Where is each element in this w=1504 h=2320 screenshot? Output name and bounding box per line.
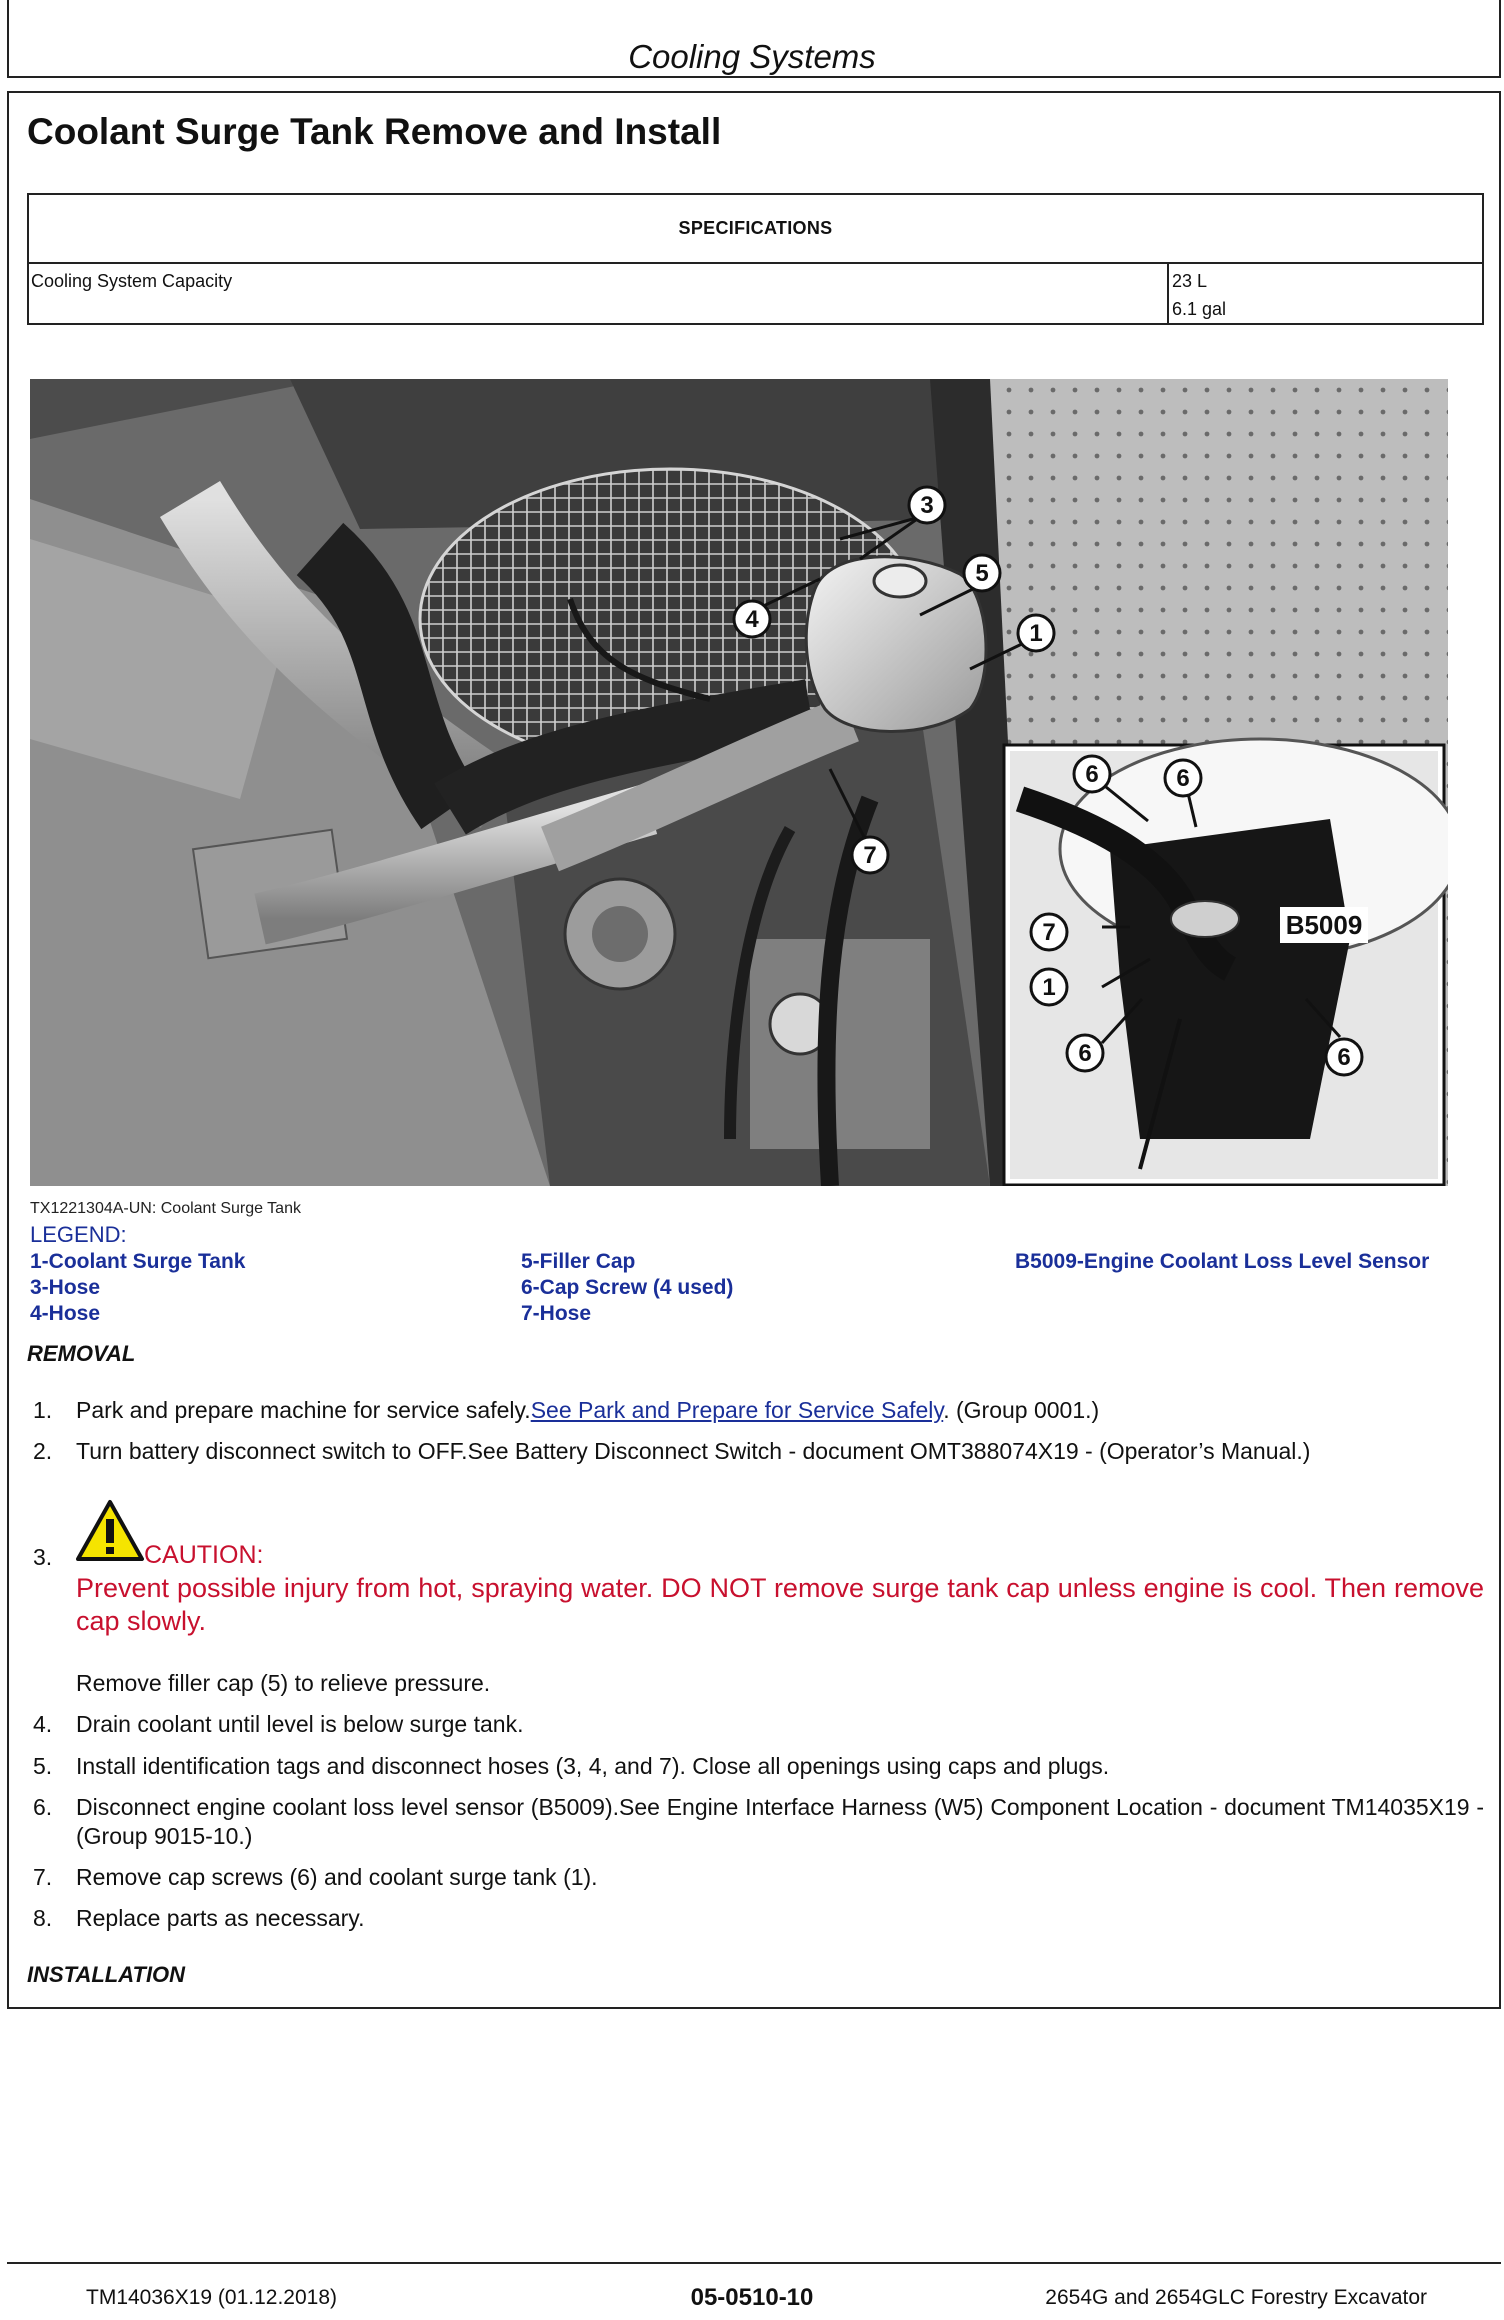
inset-callout-6c xyxy=(1067,1035,1103,1071)
step-1 xyxy=(30,1396,1484,1426)
legend-item-hose-3: 3-Hose xyxy=(30,1276,101,1299)
svg-text:5: 5 xyxy=(975,560,989,587)
step-text: Disconnect engine coolant loss level sensor (B5009).See Engine Interface Harness (W5) Component Location - document TM14035X19 - (Group 9015-10.) xyxy=(76,1794,1484,1849)
engine-compartment-figure xyxy=(30,379,1448,1186)
svg-text:4: 4 xyxy=(745,606,759,633)
step-text: Remove filler cap (5) to relieve pressure. xyxy=(76,1670,491,1696)
legend-title: LEGEND: xyxy=(30,1222,127,1247)
step-number: 2. xyxy=(33,1438,53,1464)
inset-callout-1 xyxy=(1031,969,1067,1005)
caution-text: Prevent possible injury from hot, spraying water. DO NOT remove surge tank cap unless engine is cool. Then remove cap slowly. xyxy=(76,1573,1484,1636)
legend-item-filler-cap: 5-Filler Cap xyxy=(521,1250,636,1273)
installation-heading: INSTALLATION xyxy=(27,1962,186,1987)
legend-item-sensor: B5009-Engine Coolant Loss Level Sensor xyxy=(1015,1250,1430,1273)
svg-text:3: 3 xyxy=(920,492,934,519)
step-text xyxy=(76,1396,1484,1425)
spec-value-imperial: 6.1 gal xyxy=(1172,299,1227,319)
callout-3 xyxy=(909,487,945,523)
step-text: Turn battery disconnect switch to OFF.See Battery Disconnect Switch - document OMT388074X19 - (Operator’s Manual.) xyxy=(76,1438,1311,1464)
footer-page-number: 05-0510-10 xyxy=(690,2284,814,2311)
svg-text:6: 6 xyxy=(1078,1040,1092,1067)
inset-detail xyxy=(1004,739,1448,1185)
svg-text:7: 7 xyxy=(863,842,877,869)
svg-text:1: 1 xyxy=(1029,620,1043,647)
spec-value-metric: 23 L xyxy=(1172,271,1208,291)
specifications-heading: SPECIFICATIONS xyxy=(29,195,1482,264)
step-6 xyxy=(30,1793,1484,1853)
inset-sensor-label: B5009 xyxy=(1285,910,1363,940)
caution-label: CAUTION: xyxy=(144,1541,264,1569)
svg-text:6: 6 xyxy=(1176,765,1190,792)
figure-caption: TX1221304A-UN: Coolant Surge Tank xyxy=(30,1200,301,1217)
step-number: 3. xyxy=(33,1544,53,1570)
legend-item-surge-tank: 1-Coolant Surge Tank xyxy=(30,1250,246,1273)
footer-machine-name: 2654G and 2654GLC Forestry Excavator xyxy=(1045,2286,1427,2309)
step-number: 7. xyxy=(33,1864,53,1890)
inset-callout-6b xyxy=(1165,760,1201,796)
footer-rule xyxy=(7,2262,1501,2264)
step-text: Drain coolant until level is below surge tank. xyxy=(76,1711,524,1737)
caution-icon xyxy=(75,1499,145,1563)
svg-text:6: 6 xyxy=(1337,1044,1351,1071)
callout-4 xyxy=(734,601,770,637)
step-text: Install identification tags and disconnect hoses (3, 4, and 7). Close all openings using caps and plugs. xyxy=(76,1753,1110,1779)
park-prepare-link[interactable]: See Park and Prepare for Service Safely xyxy=(530,1397,944,1423)
svg-text:1: 1 xyxy=(1042,974,1056,1001)
step-5 xyxy=(30,1752,1484,1782)
removal-heading: REMOVAL xyxy=(27,1341,136,1366)
table-divider xyxy=(1167,262,1169,323)
step-number: 5. xyxy=(33,1753,53,1779)
inset-callout-6d xyxy=(1326,1039,1362,1075)
section-title: Cooling Systems xyxy=(628,38,876,75)
step-1-text: Park and prepare machine for service safely. xyxy=(76,1397,531,1423)
step-number: 4. xyxy=(33,1711,53,1737)
step-text: Replace parts as necessary. xyxy=(76,1905,365,1931)
step-1-group-ref: . (Group 0001.) xyxy=(943,1397,1100,1423)
callout-7 xyxy=(852,837,888,873)
svg-text:6: 6 xyxy=(1085,761,1099,788)
footer-doc-id: TM14036X19 (01.12.2018) xyxy=(86,2286,338,2309)
svg-text:7: 7 xyxy=(1042,919,1056,946)
step-number: 1. xyxy=(33,1397,53,1423)
step-2 xyxy=(30,1437,1484,1467)
step-7 xyxy=(30,1863,1484,1893)
specifications-table xyxy=(27,193,1484,325)
legend-item-hose-4: 4-Hose xyxy=(30,1302,101,1325)
step-3-text xyxy=(30,1669,1484,1699)
step-4 xyxy=(30,1710,1484,1740)
step-8 xyxy=(30,1904,1484,1934)
step-number: 8. xyxy=(33,1905,53,1931)
step-number: 6. xyxy=(33,1794,53,1820)
page-title: Coolant Surge Tank Remove and Install xyxy=(27,111,722,152)
step-text: Remove cap screws (6) and coolant surge tank (1). xyxy=(76,1864,598,1890)
legend-item-hose-7: 7-Hose xyxy=(521,1302,592,1325)
callout-5 xyxy=(964,555,1000,591)
inset-callout-6a xyxy=(1074,756,1110,792)
figure-illustration xyxy=(30,379,1448,1186)
spec-name-cell: Cooling System Capacity xyxy=(31,271,233,291)
callout-1 xyxy=(1018,615,1054,651)
inset-callout-7 xyxy=(1031,914,1067,950)
legend-item-cap-screw: 6-Cap Screw (4 used) xyxy=(521,1276,734,1299)
